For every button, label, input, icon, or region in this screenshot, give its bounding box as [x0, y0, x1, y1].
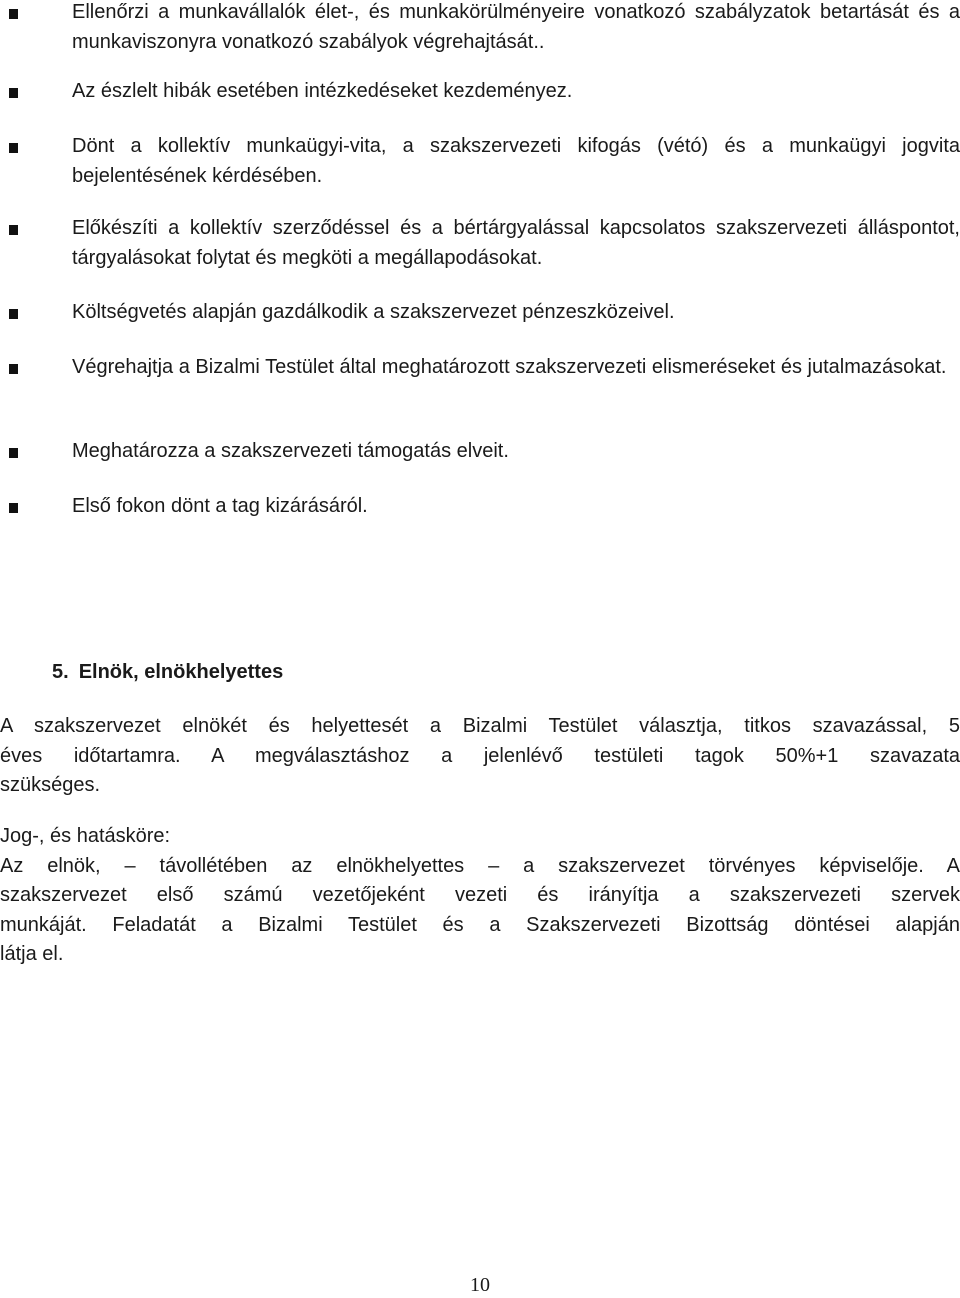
list-item-text: Előkészíti a kollektív szerződéssel és a bértárgyalással kapcsolatos szakszervezeti álláspontot, tárgyalásokat folytat és megköti a megállapodásokat. — [72, 217, 960, 269]
list-item-text: Dönt a kollektív munkaügyi-vita, a szakszervezeti kifogás (vétó) és a munkaügyi jogvita bejelentésének kérdésében. — [72, 135, 960, 187]
square-bullet-icon — [9, 503, 18, 513]
square-bullet-icon — [9, 364, 18, 374]
list-item-text: Meghatározza a szakszervezeti támogatás elveit. — [72, 440, 509, 462]
paragraph-election — [0, 712, 960, 801]
section-heading — [52, 658, 283, 687]
square-bullet-icon — [9, 9, 18, 19]
paragraph-line: szakszervezet első számú vezetőjeként vezeti és irányítja a szakszervezeti szervek — [0, 884, 960, 906]
list-item-text: Ellenőrzi a munkavállalók élet-, és munkakörülményeire vonatkozó szabályzatok betartását és a munkaviszonyra vonatkozó szabályok végrehajtását.. — [72, 1, 960, 53]
paragraph-line: Az elnök, – távollétében az elnökhelyettes – a szakszervezet törvényes képviselője. A — [0, 854, 960, 877]
square-bullet-icon — [9, 88, 18, 98]
square-bullet-icon — [9, 448, 18, 458]
list-item-text: Végrehajtja a Bizalmi Testület által meghatározott szakszervezeti elismeréseket és jutalmazásokat. — [72, 356, 947, 378]
list-item-text: Első fokon dönt a tag kizárásáról. — [72, 495, 368, 517]
square-bullet-icon — [9, 309, 18, 319]
page-number: 10 — [470, 1274, 490, 1296]
paragraph-authority — [0, 822, 960, 970]
paragraph-line: éves időtartamra. A megválasztáshoz a jelenlévő testületi tagok 50%+1 szavazata — [0, 744, 960, 767]
paragraph-line: A szakszervezet elnökét és helyettesét a Bizalmi Testület választja, titkos szavazással, 5 — [0, 715, 960, 737]
section-number: 5. — [52, 661, 69, 683]
square-bullet-icon — [9, 225, 18, 235]
paragraph-line: munkáját. Feladatát a Bizalmi Testület és a Szakszervezeti Bizottság döntései alapján — [0, 913, 960, 936]
paragraph-line: látja el. — [0, 943, 64, 965]
list-item-text: Az észlelt hibák esetében intézkedéseket kezdeményez. — [72, 80, 573, 102]
list-item-text: Költségvetés alapján gazdálkodik a szakszervezet pénzeszközeivel. — [72, 301, 675, 323]
section-title: Elnök, elnökhelyettes — [78, 661, 284, 683]
paragraph-line: szükséges. — [0, 774, 101, 796]
square-bullet-icon — [9, 143, 18, 153]
paragraph-heading: Jog-, és hatásköre: — [0, 825, 171, 847]
